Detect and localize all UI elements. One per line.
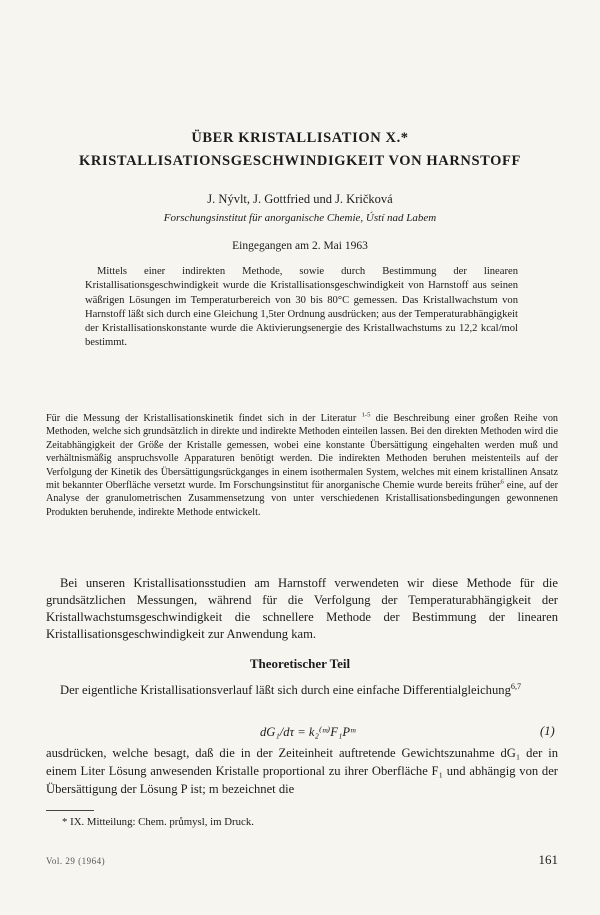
footnote: * IX. Mitteilung: Chem. průmysl, im Druck. [62, 816, 254, 828]
theory-paragraph [46, 682, 558, 699]
intro-paragraph [46, 412, 558, 519]
received-date: Eingegangen am 2. Mai 1963 [232, 240, 368, 252]
equation: dG₁/dτ = k₂⁽ᵐ⁾F₁Pᵐ [260, 725, 356, 739]
equation-number: (1) [540, 724, 555, 738]
page-number: 161 [538, 852, 558, 867]
authors: J. Nývlt, J. Gottfried und J. Kričková [207, 192, 393, 206]
paper-title-line1: ÜBER KRISTALLISATION X.* [191, 130, 409, 146]
intro-text-1: Für die Messung der Kristallisationskinetik findet sich in der Literatur [46, 413, 357, 424]
abstract: Mittels einer indirekten Methode, sowie durch Bestimmung der linearen Kristallisationsgeschwindigkeit wurde die Kristallisationsgeschwindigkeit von Harnstoff aus seinen wäßrigen Lösungen im Temperaturbereich von 30 bis 80°C gemessen. Das Kristallwachstum von Harnstoff läßt sich durch eine Gleichung 1,5ter Ordnung ausdrücken; aus der Temperaturabhängigkeit der Kristallisationskonstante wurde die Aktivierungsenergie des Kristallwachstums zu 12,2 kcal/mol bestimmt. [85, 266, 518, 349]
footnote-divider [46, 810, 94, 811]
theory-text-1: Der eigentliche Kristallisationsverlauf läßt sich durch eine einfache Differentialgleichung [60, 683, 511, 697]
citation-ref: 1-5 [361, 411, 371, 419]
paper-title-line2: KRISTALLISATIONSGESCHWINDIGKEIT VON HARNSTOFF [79, 153, 521, 169]
institute: Forschungsinstitut für anorganische Chemie, Ústí nad Labem [163, 212, 437, 224]
intro-text-2: die Beschreibung einer großen Reihe von Methoden, welche sich grundsätzlich in direkte und indirekte Methoden einteilen lassen. Bei den direkten Methoden wird die Zeitabhängigkeit der Größe der Kristalle gemessen, wobei eine konstante Übersättigung eingehalten werden muß und verhältnismäßig anspruchsvolle Apparaturen benötigt werden. Die indirekten Methoden beruhen meistenteils auf der Verfolgung der Kinetik des Übersättigungsrückganges in einem isothermalen System, welches mit einem kristallinen Ansatz mit bekannter Oberfläche versetzt wurde. Im Forschungsinstitut für anorganische Chemie wurde bereits früher [46, 413, 559, 492]
intro-text-3: eine, auf der Analyse der granulometrischen Zusammensetzung von unter verschiedenen Kristallisationsbedingungen gewonnenen Produkten beruhende, indirekte Methode entwickelt. [46, 480, 559, 518]
theory-paragraph-cont: ausdrücken, welche besagt, daß die in der Zeiteinheit auftretende Gewichtszunahme dG₁ der in einem Liter Lösung anwesenden Kristalle proportional zu ihrer Oberfläche F₁ und abhängig von der Übersättigung der Lösung P ist; m bezeichnet die [46, 746, 558, 796]
method-paragraph: Bei unseren Kristallisationsstudien am Harnstoff verwendeten wir diese Methode für die grundsätzlichen Messungen, während für die Verfolgung der Temperaturabhängigkeit der Kristallwachstumsgeschwindigkeit die schnellere Methode der Bestimmung der linearen Kristallisationsgeschwindigkeit zur Anwendung kam. [46, 576, 558, 641]
citation-ref: 6 [500, 478, 504, 486]
section-title: Theoretischer Teil [249, 656, 351, 671]
volume-info: Vol. 29 (1964) [46, 856, 106, 866]
citation-ref: 6,7 [510, 681, 522, 691]
